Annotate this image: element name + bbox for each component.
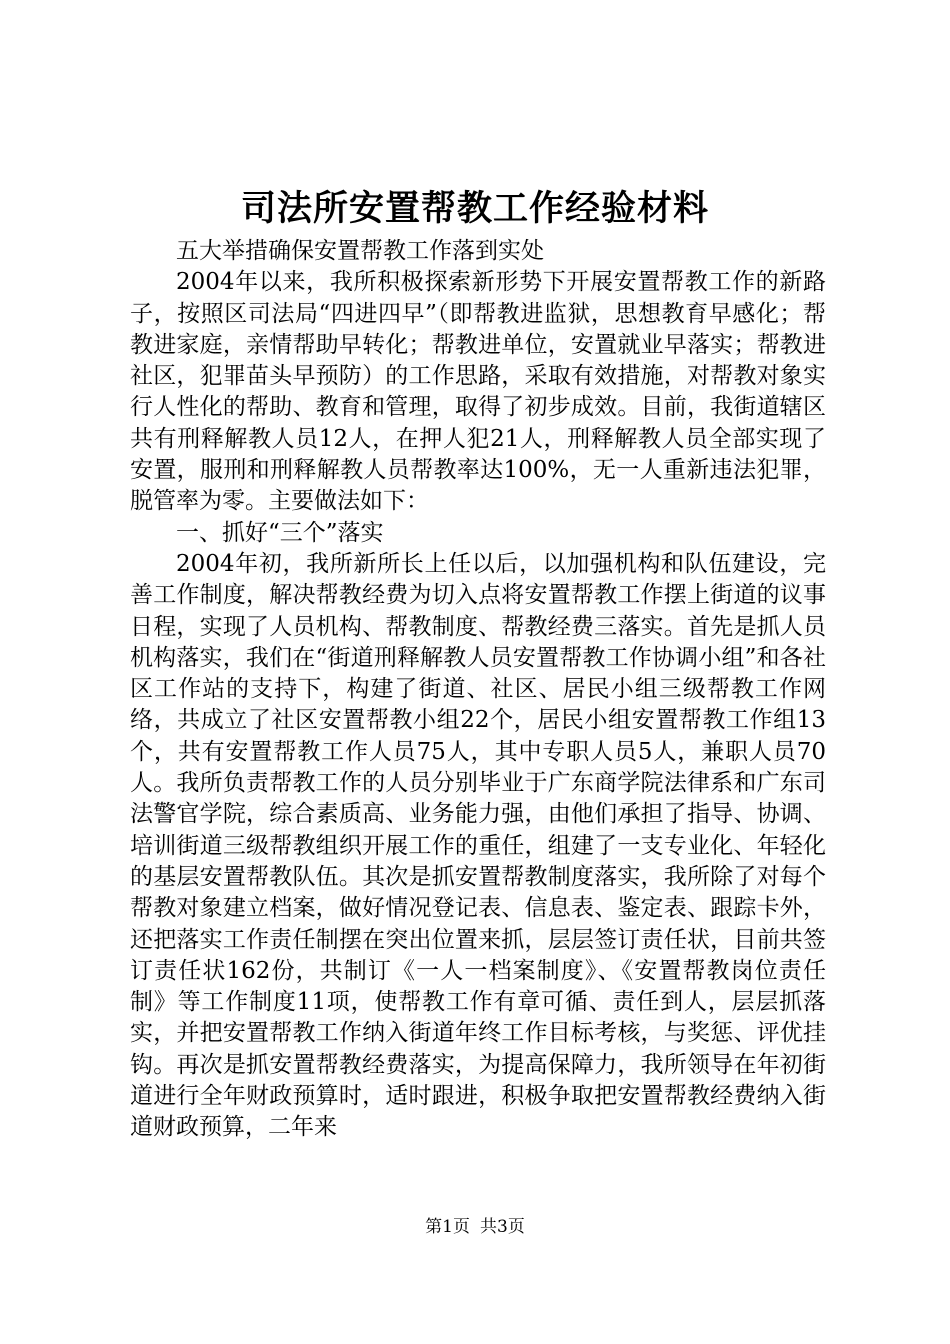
section-heading: 一、抓好“三个”落实 — [176, 519, 384, 546]
page-footer — [0, 1216, 950, 1238]
paragraph-intro: 2004年以来，我所积极探索新形势下开展安置帮教工作的新路子，按照区司法局“四进四早”（即帮教进监狱，思想教育早感化；帮教进家庭，亲情帮助早转化；帮教进单位，安置就业早落实；帮教进社区，犯罪苗头早预防）的工作思路，采取有效措施，对帮教对象实行人性化的帮助、教育和管理，取得了初步成效。目前，我街道辖区共有刑释解教人员12人，在押人犯21人，刑释解教人员全部实现了安置，服刑和刑释解教人员帮教率达100%，无一人重新违法犯罪，脱管率为零。主要做法如下： — [130, 269, 826, 515]
paragraph-subtitle: 五大举措确保安置帮教工作落到实处 — [176, 238, 544, 264]
document-body — [130, 236, 826, 1144]
page-number: 第1页 — [425, 1217, 470, 1237]
paragraph-section-one: 2004年初，我所新所长上任以后，以加强机构和队伍建设，完善工作制度，解决帮教经费为切入点将安置帮教工作摆上街道的议事日程，实现了人员机构、帮教制度、帮教经费三落实。首先是抓人员机构落实，我们在“街道刑释解教人员安置帮教工作协调小组”和各社区工作站的支持下，构建了街道、社区、居民小组三级帮教工作网络，共成立了社区安置帮教小组22个，居民小组安置帮教工作组13个，共有安置帮教工作人员75人，其中专职人员5人，兼职人员70人。我所负责帮教工作的人员分别毕业于广东商学院法律系和广东司法警官学院，综合素质高、业务能力强，由他们承担了指导、协调、培训街道三级帮教组织开展工作的重任，组建了一支专业化、年轻化的基层安置帮教队伍。其次是抓安置帮教制度落实，我所除了对每个帮教对象建立档案，做好情况登记表、信息表、鉴定表、跟踪卡外，还把落实工作责任制摆在突出位置来抓，层层签订责任状，目前共签订责任状162份，共制订《一人一档案制度》、《安置帮教岗位责任制》等工作制度11项，使帮教工作有章可循、责任到人，层层抓落实，并把安置帮教工作纳入街道年终工作目标考核，与奖惩、评优挂钩。再次是抓安置帮教经费落实，为提高保障力，我所领导在年初街道进行全年财政预算时，适时跟进，积极争取把安置帮教经费纳入街道财政预算，二年来 — [130, 550, 826, 1141]
document-title: 司法所安置帮教工作经验材料 — [240, 188, 709, 229]
page-total: 共3页 — [480, 1217, 525, 1237]
